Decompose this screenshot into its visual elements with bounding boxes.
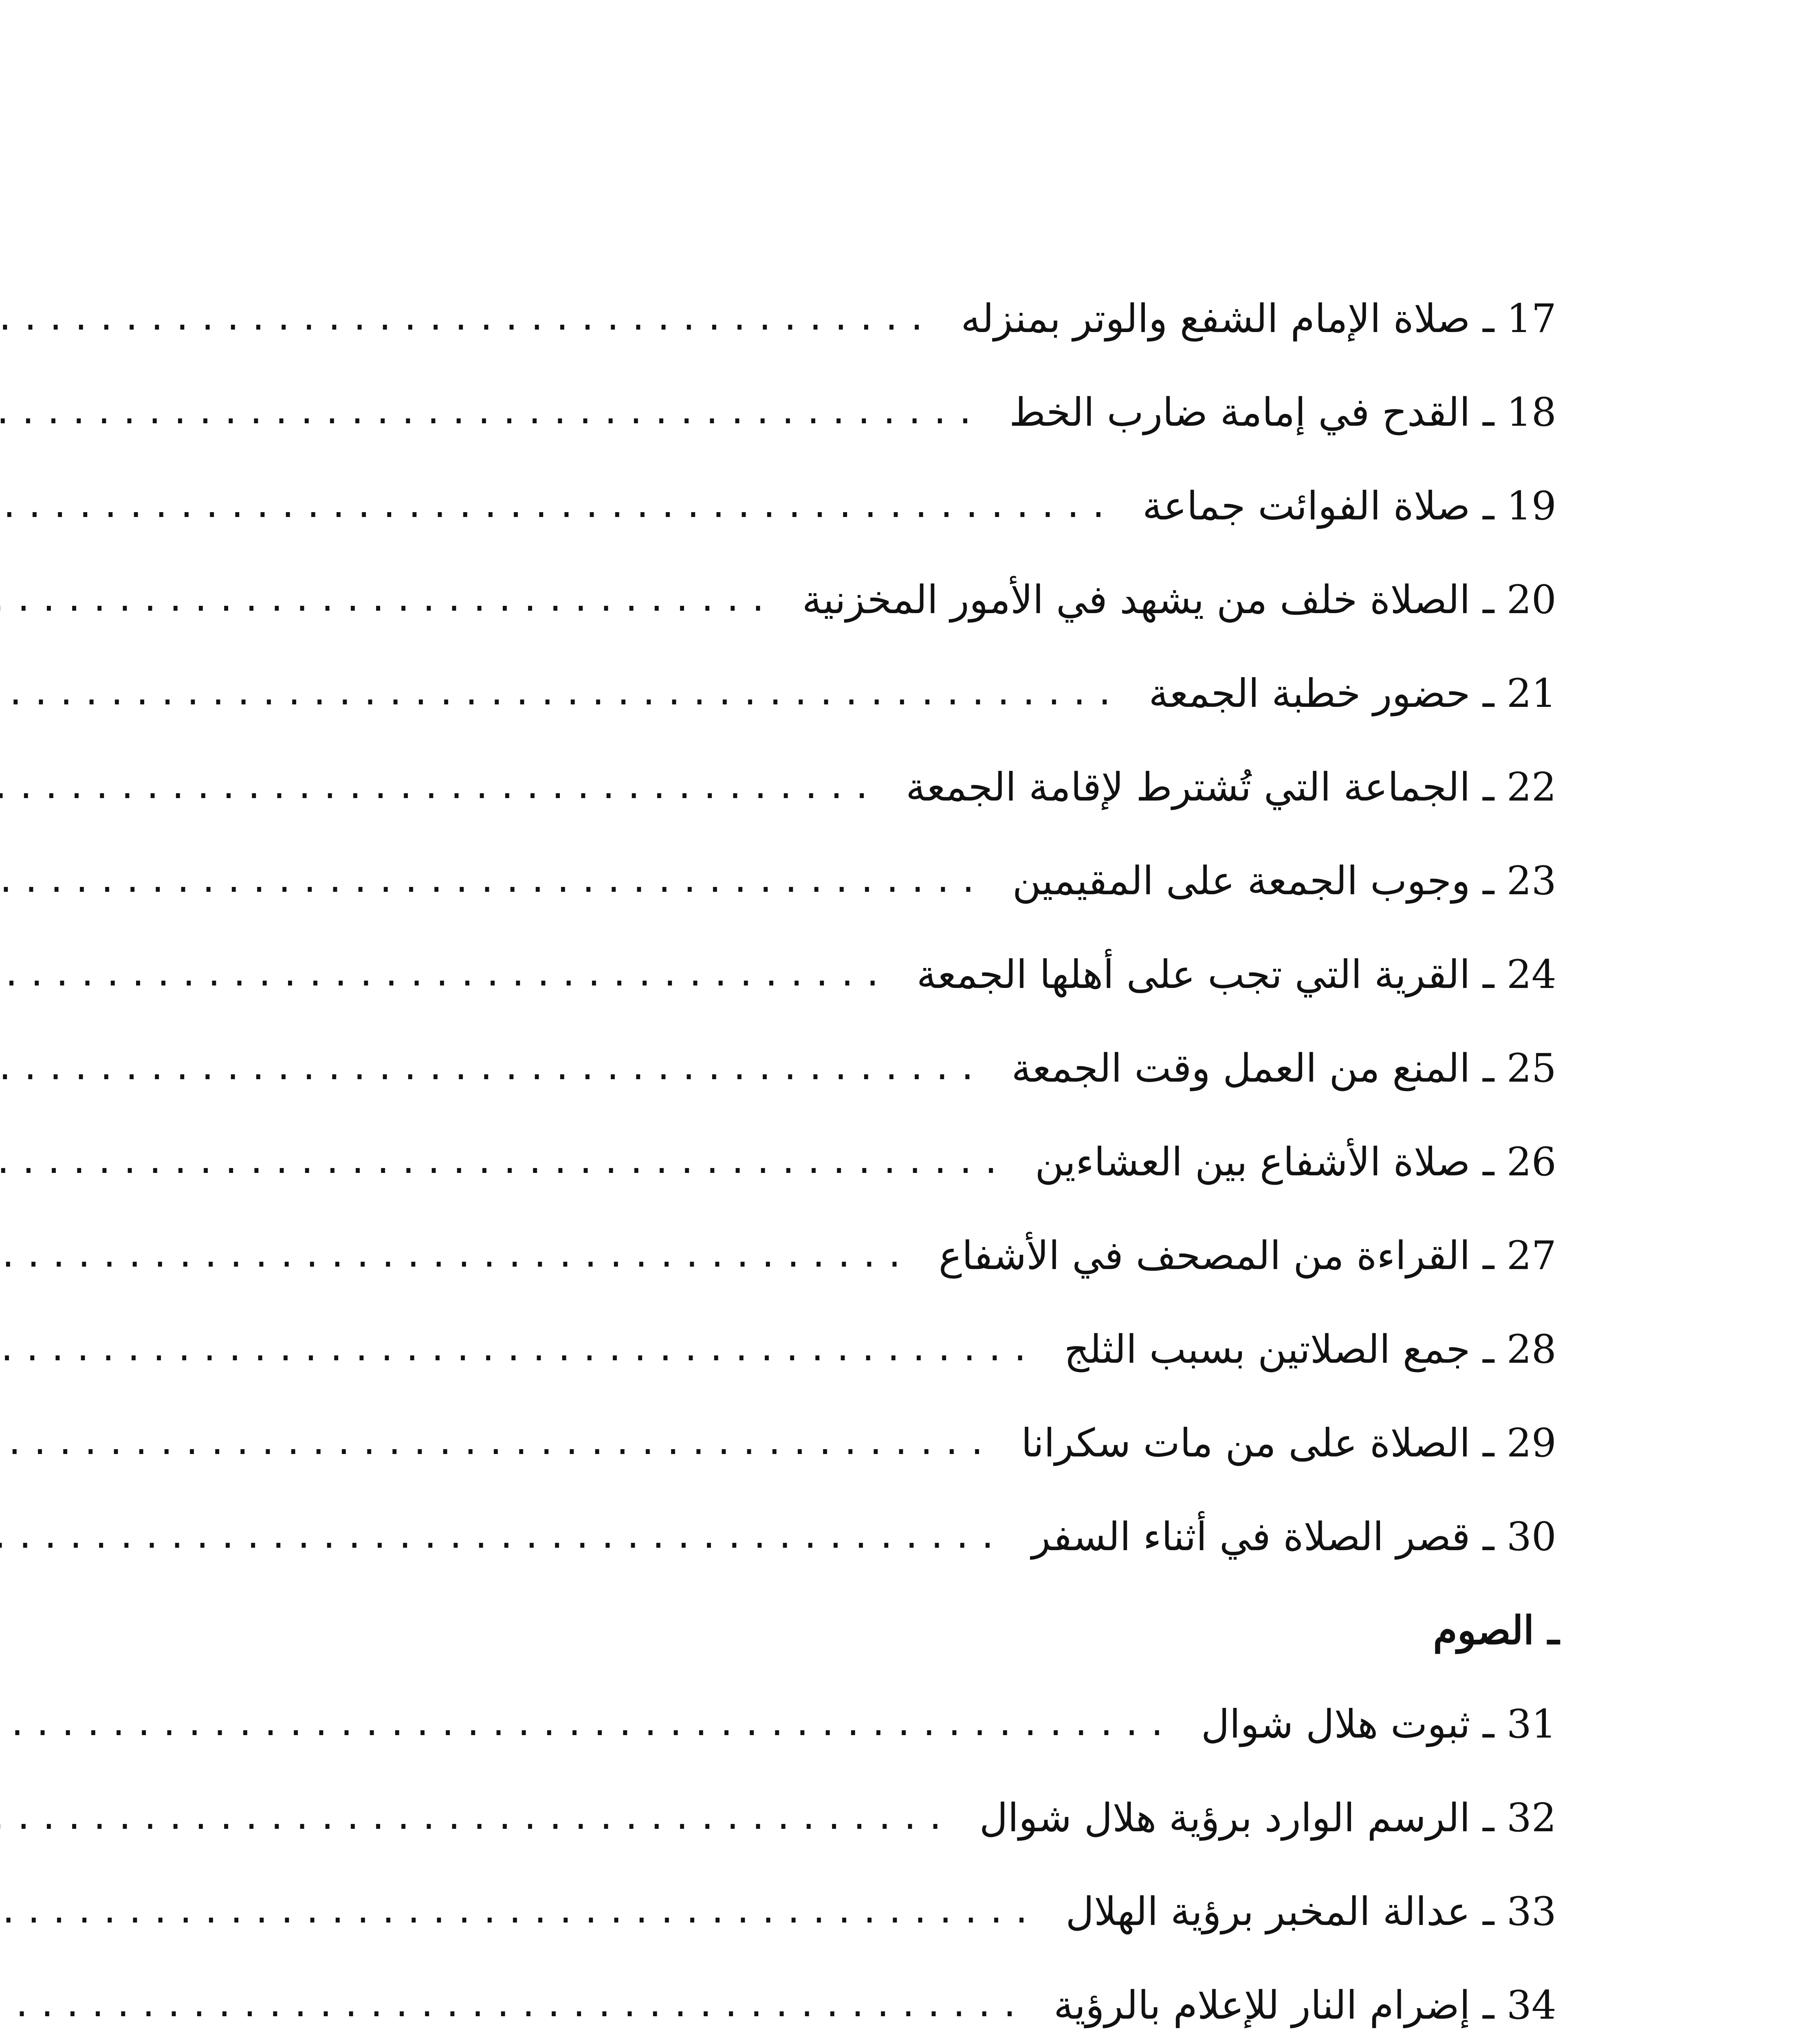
dot-leader — [0, 1705, 1173, 1744]
toc-entry-title: 28 ـ جمع الصلاتين بسبب الثلج — [1064, 1326, 1556, 1372]
toc-entry-title: 31 ـ ثبوت هلال شوال — [1201, 1701, 1556, 1747]
toc-entry-title: 20 ـ الصلاة خلف من يشهد في الأمور المخزنية — [802, 577, 1556, 623]
dot-leader — [0, 1986, 1025, 2025]
toc-entry-title: 29 ـ الصلاة على من مات سكرانا — [1021, 1420, 1556, 1466]
toc-entry — [269, 746, 1556, 828]
toc-entry-title: 22 ـ الجماعة التي تُشترط لإقامة الجمعة — [906, 764, 1556, 810]
toc-entry — [269, 653, 1556, 734]
toc-entry-title: 18 ـ القدح في إمامة ضارب الخط — [1009, 389, 1556, 435]
toc-entry — [269, 559, 1556, 640]
toc-entry — [269, 1121, 1556, 1203]
dot-leader — [0, 1892, 1037, 1931]
toc-entry — [269, 934, 1556, 1015]
toc-entry-title: 24 ـ القرية التي تجب على أهلها الجمعة — [916, 952, 1556, 997]
toc-entry — [269, 1027, 1556, 1109]
toc-entry — [269, 1871, 1556, 1952]
toc-entry-title: 33 ـ عدالة المخبر برؤية الهلال — [1065, 1889, 1556, 1934]
dot-leader — [0, 1798, 951, 1837]
toc-entry — [269, 465, 1556, 547]
dot-leader — [0, 580, 774, 619]
toc-entry — [269, 1215, 1556, 1296]
toc-entry-title: 19 ـ صلاة الفوائت جماعة — [1142, 483, 1556, 529]
toc-entry-title: 26 ـ صلاة الأشفاع بين العشاءين — [1035, 1139, 1556, 1185]
dot-leader — [0, 486, 1114, 526]
dot-leader — [0, 1236, 910, 1275]
dot-leader — [0, 1142, 1006, 1181]
toc-entry — [269, 372, 1556, 453]
toc-entry-title: 34 ـ إضرام النار للإعلام بالرؤية — [1054, 1982, 1556, 2028]
toc-entry — [269, 840, 1556, 922]
toc-entry — [269, 1683, 1556, 1765]
toc-entry-title: 32 ـ الرسم الوارد برؤية هلال شوال — [979, 1795, 1556, 1841]
dot-leader — [0, 955, 888, 994]
toc-entry — [269, 278, 1556, 359]
section-heading-fasting: ـ الصوم — [1433, 1607, 1559, 1653]
dot-leader — [0, 1517, 1003, 1556]
dot-leader — [0, 1423, 993, 1463]
toc-entry-title: 25 ـ المنع من العمل وقت الجمعة — [1011, 1045, 1556, 1091]
toc-entry — [269, 1496, 1556, 1577]
toc-entry-title: 23 ـ وجوب الجمعة على المقيمين — [1012, 858, 1556, 904]
toc-entry — [269, 1777, 1556, 1859]
toc-entry-title: 21 ـ حضور خطبة الجمعة — [1149, 671, 1556, 716]
toc-entry — [269, 1402, 1556, 1484]
dot-leader — [0, 1330, 1036, 1369]
toc-entry-title: 27 ـ القراءة من المصحف في الأشفاع — [938, 1233, 1556, 1278]
dot-leader — [0, 674, 1120, 713]
toc-entry-title: 17 ـ صلاة الإمام الشفع والوتر بمنزله — [961, 296, 1556, 341]
toc-entry — [269, 1964, 1556, 2037]
toc-entry — [269, 1309, 1556, 1390]
dot-leader — [0, 1049, 983, 1088]
dot-leader — [0, 393, 981, 432]
dot-leader — [0, 861, 984, 900]
dot-leader — [0, 768, 877, 807]
dot-leader — [0, 299, 932, 338]
toc-entry-title: 30 ـ قصر الصلاة في أثناء السفر — [1032, 1514, 1556, 1560]
